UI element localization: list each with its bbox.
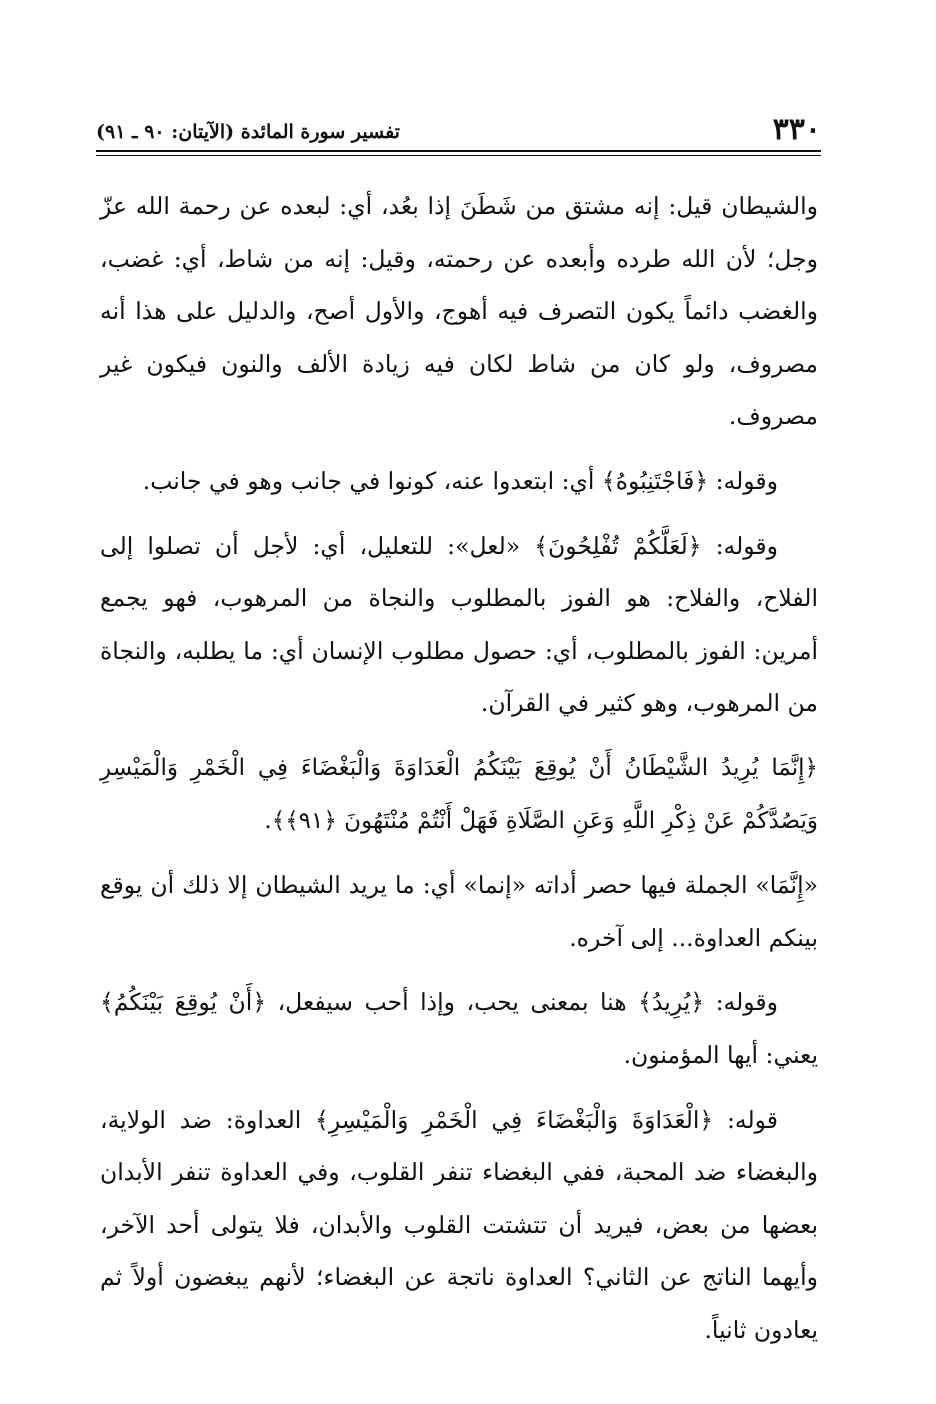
page-body (100, 180, 818, 1368)
page-number: ٣٣٠ (772, 112, 821, 147)
header-rule (96, 150, 821, 152)
paragraph-yuridu: وقوله: ﴿يُرِيدُ﴾ هنا بمعنى يحب، وإذا أحب سيفعل، ﴿أَنْ يُوقِعَ بَيْنَكُمُ﴾ يعني: أيها المؤمنون. (100, 988, 818, 1069)
paragraph-innama: «إِنَّمَا» الجملة فيها حصر أداته «إنما» أي: ما يريد الشيطان إلا ذلك أن يوقع بينكم العداوة... إلى آخره. (100, 871, 818, 952)
quran-verse-91: ﴿إِنَّمَا يُرِيدُ الشَّيْطَانُ أَنْ يُوقِعَ بَيْنَكُمُ الْعَدَاوَةَ وَالْبَغْضَاءَ فِي الْخَمْرِ وَالْمَيْسِرِ وَيَصُدَّكُمْ عَنْ ذِكْرِ اللَّهِ وَعَنِ الصَّلَاةِ فَهَلْ أَنْتُمْ مُنْتَهُونَ ﴿٩١﴾﴾. (100, 754, 818, 834)
header-rule-thin (96, 155, 821, 156)
page-header (96, 112, 821, 152)
running-title: تفسير سورة المائدة (الآيتان: ٩٠ ـ ٩١) (96, 121, 400, 143)
paragraph-shaytan-etymology: والشيطان قيل: إنه مشتق من شَطَنَ إذا بعُد، أي: لبعده عن رحمة الله عزّ وجل؛ لأن الله طرده وأبعده عن رحمته، وقيل: إنه من شاط، أي: غضب، والغضب دائماً يكون التصرف فيه أهوج، والأول أصح، والدليل على هذا أنه مصروف، ولو كان من شاط لكان فيه زيادة الألف والنون فيكون غير مصروف. (100, 192, 818, 431)
paragraph-adawa-baghda: قوله: ﴿الْعَدَاوَةَ وَالْبَغْضَاءَ فِي الْخَمْرِ وَالْمَيْسِرِ﴾ العداوة: ضد الولاية، والبغضاء ضد المحبة، ففي البغضاء تنفر القلوب، وفي العداوة تنفر الأبدان بعضها من بعض، فيريد أن تتشتت القلوب والأبدان، فلا يتولى أحد الآخر، وأيهما الناتج عن الثاني؟ العداوة ناتجة عن البغضاء؛ لأنهم يبغضون أولاً ثم يعادون ثانياً. (100, 1105, 818, 1344)
paragraph-laallakum: وقوله: ﴿لَعَلَّكُمْ تُفْلِحُونَ﴾ «لعل»: للتعليل، أي: لأجل أن تصلوا إلى الفلاح، والفلاح: هو الفوز بالمطلوب والنجاة من المرهوب، فهو يجمع أمرين: الفوز بالمطلوب، أي: حصول مطلوب الإنسان أي: ما يطلبه، والنجاة من المرهوب، وهو كثير في القرآن. (100, 531, 818, 718)
paragraph-fajtanibuhu: وقوله: ﴿فَاجْتَنِبُوهُ﴾ أي: ابتعدوا عنه، كونوا في جانب وهو في جانب. (142, 466, 778, 495)
